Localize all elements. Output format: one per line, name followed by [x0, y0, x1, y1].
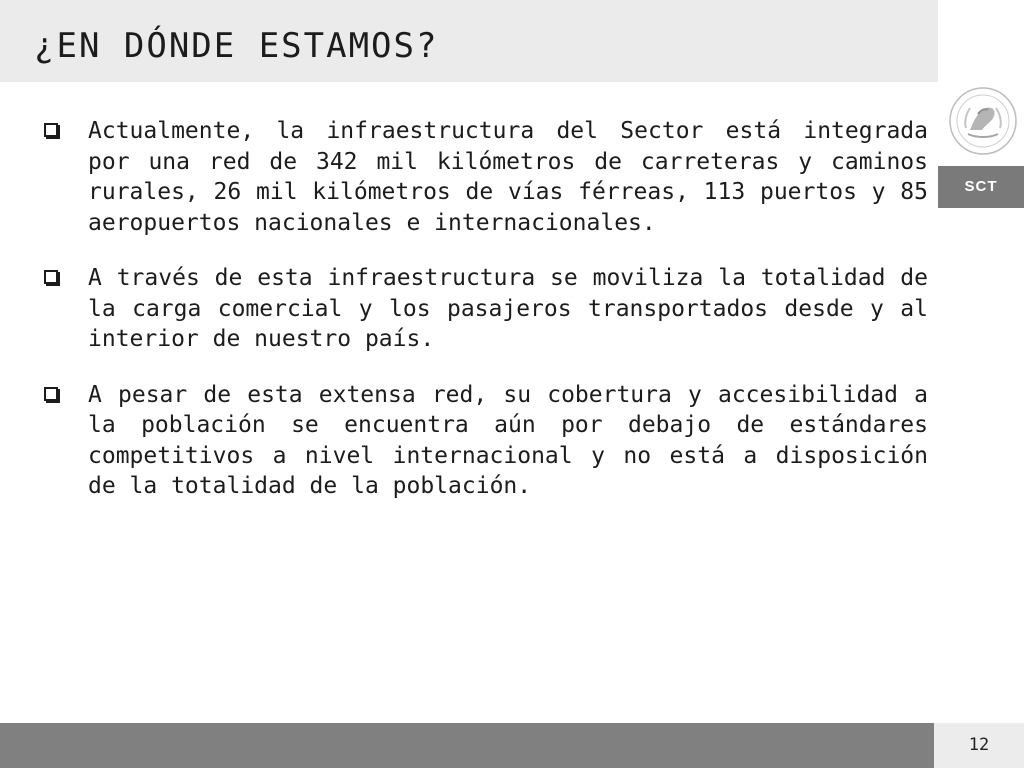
- bullet-item: [44, 380, 928, 502]
- footer-bar: [0, 723, 934, 768]
- bullet-text: Actualmente, la infraestructura del Sector está integrada por una red de 342 mil kilómetros de carreteras y caminos rurales, 26 mil kilómetros de vías férreas, 113 puertos y 85 aeropuertos nacionales e internacionales.: [88, 118, 928, 236]
- checkbox-bullet-icon: [44, 270, 58, 284]
- slide-title: ¿EN DÓNDE ESTAMOS?: [34, 26, 439, 66]
- bullet-list: [44, 116, 928, 527]
- bullet-item: [44, 116, 928, 238]
- mexico-coat-of-arms-icon: [948, 86, 1018, 156]
- sct-logo: SCT: [938, 166, 1024, 208]
- title-bar: [0, 0, 938, 82]
- bullet-text: A través de esta infraestructura se moviliza la totalidad de la carga comercial y los pasajeros transportados desde y al interior de nuestro país.: [88, 265, 928, 352]
- checkbox-bullet-icon: [44, 387, 58, 401]
- bullet-item: [44, 263, 928, 355]
- bullet-text: A pesar de esta extensa red, su cobertura y accesibilidad a la población se encuentra aún por debajo de estándares competitivos a nivel internacional y no está a disposición de la totalidad de la población.: [88, 381, 928, 499]
- checkbox-bullet-icon: [44, 123, 58, 137]
- page-number: 12: [968, 735, 990, 755]
- page-number-box: [934, 723, 1024, 768]
